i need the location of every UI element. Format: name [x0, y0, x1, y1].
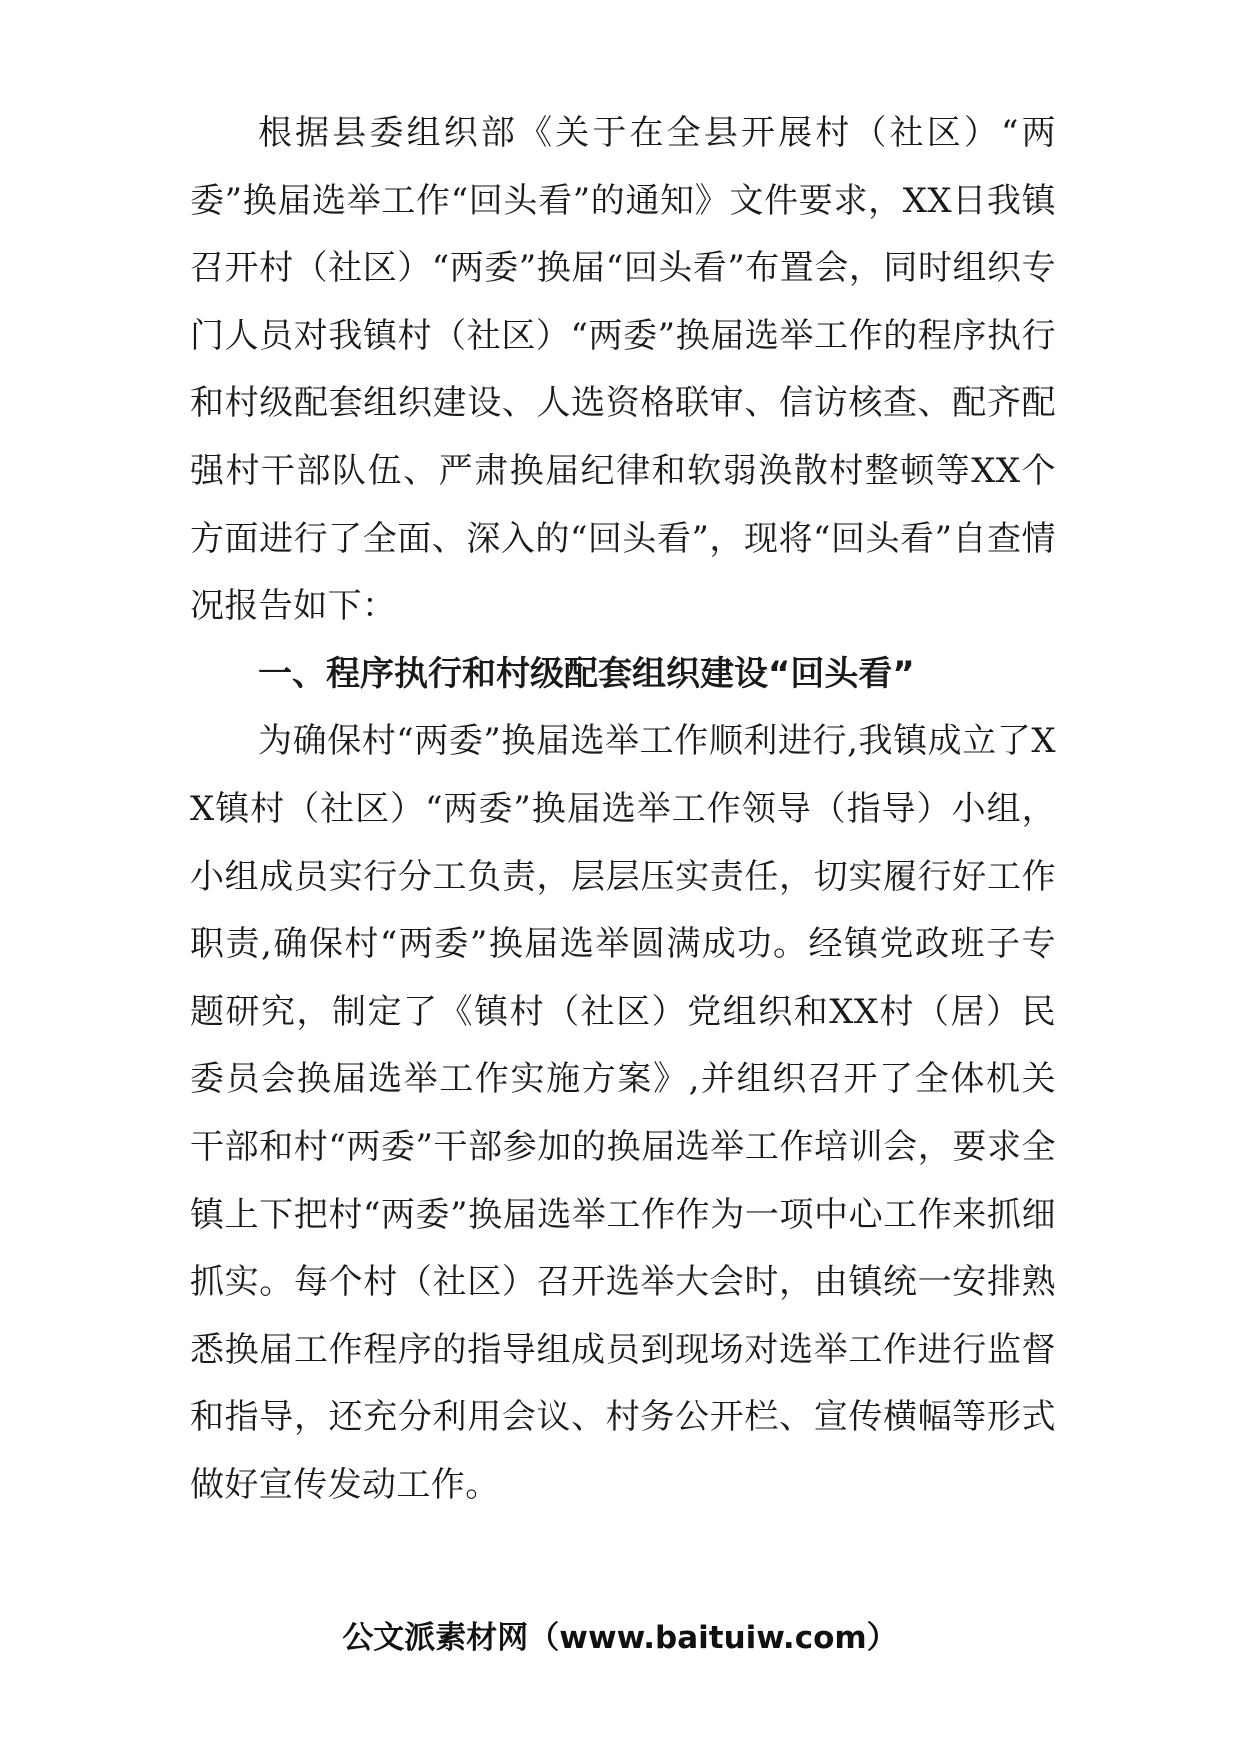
intro-paragraph: 根据县委组织部《关于在全县开展村（社区）“两委”换届选举工作“回头看”的通知》文件要求，XX日我镇召开村（社区）“两委”换届“回头看”布置会，同时组织专门人员对我镇村（社区）“两委”换届选举工作的程序执行和村级配套组织建设、人选资格联审、信访核查、配齐配强村干部队伍、严肃换届纪律和软弱涣散村整顿等XX个方面进行了全面、深入的“回头看”，现将“回头看”自查情况报告如下：	[190, 113, 1056, 627]
section-paragraph: 为确保村“两委”换届选举工作顺利进行,我镇成立了XX镇村（社区）“两委”换届选举工作领导（指导）小组，小组成员实行分工负责，层层压实责任，切实履行好工作职责,确保村“两委”换届选举圆满成功。经镇党政班子专题研究，制定了《镇村（社区）党组织和XX村（居）民委员会换届选举工作实施方案》,并组织召开了全体机关干部和村“两委”干部参加的换届选举工作培训会，要求全镇上下把村“两委”换届选举工作作为一项中心工作来抓细抓实。每个村（社区）召开选举大会时，由镇统一安排熟悉换届工作程序的指导组成员到现场对选举工作进行监督和指导，还充分利用会议、村务公开栏、宣传横幅等形式做好宣传发动工作。	[190, 721, 1056, 1505]
footer-watermark: 公文派素材网（www.baituiw.com）	[342, 1620, 898, 1656]
document-body	[190, 100, 1056, 1519]
section-heading: 一、程序执行和村级配套组织建设“回头看”	[258, 653, 915, 694]
